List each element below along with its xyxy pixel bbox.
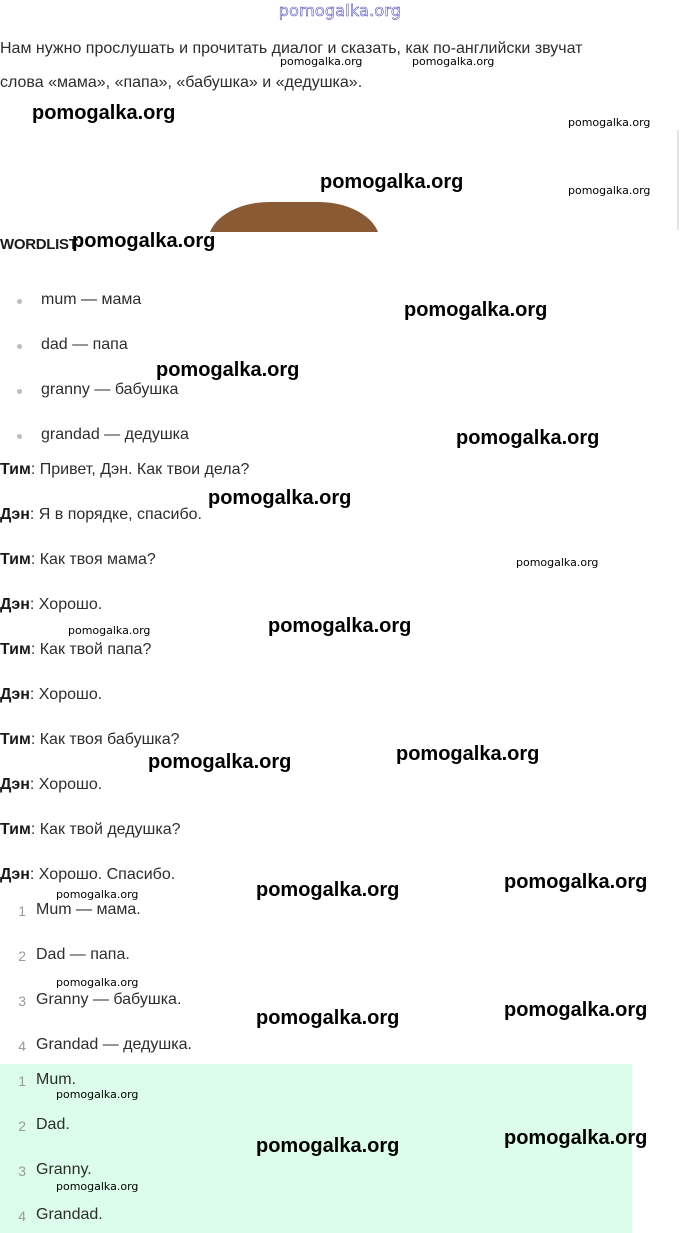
watermark: pomogalka.org: [68, 624, 151, 637]
wordlist-item: granny — бабушка: [41, 381, 179, 398]
answer-item: Grandad.: [36, 1206, 103, 1223]
dialog-text: : Хорошо.: [29, 776, 103, 793]
bullet: [17, 389, 22, 394]
scrollbar-track: [677, 130, 679, 230]
bullet: [17, 299, 22, 304]
list-number: 3: [18, 1163, 26, 1179]
watermark: pomogalka.org: [320, 171, 464, 193]
speaker-name: Тим: [0, 731, 31, 748]
watermark: pomogalka.org: [568, 116, 651, 129]
watermark: pomogalka.org: [504, 1127, 648, 1149]
list-number: 3: [18, 993, 26, 1009]
translation-item: Grandad — дедушка.: [36, 1036, 192, 1053]
list-number: 4: [18, 1038, 26, 1054]
dialog-text: : Хорошо. Спасибо.: [29, 866, 176, 883]
wordlist-item: grandad — дедушка: [41, 426, 189, 443]
speaker-name: Тим: [0, 461, 31, 478]
wordlist-item: dad — папа: [41, 336, 128, 353]
wordlist-title: WORDLIST: [0, 236, 78, 253]
dialog-text: : Хорошо.: [29, 596, 103, 613]
dialog-line: [0, 821, 181, 839]
watermark: pomogalka.org: [148, 751, 292, 773]
dialog-line: [0, 776, 102, 794]
dialog-text: : Привет, Дэн. Как твои дела?: [30, 461, 250, 478]
intro-line-1: Нам нужно прослушать и прочитать диалог и сказать, как по-английски звучат: [0, 40, 583, 57]
list-number: 1: [18, 903, 26, 919]
watermark: pomogalka.org: [504, 871, 648, 893]
translation-item: Granny — бабушка.: [36, 991, 182, 1008]
dialog-text: : Как твой дедушка?: [30, 821, 181, 838]
dialog-line: [0, 866, 175, 884]
bullet: [17, 434, 22, 439]
list-number: 2: [18, 1118, 26, 1134]
translation-item: Dad — папа.: [36, 946, 130, 963]
speaker-name: Дэн: [0, 866, 30, 883]
dialog-text: : Как твой папа?: [30, 641, 152, 658]
watermark: pomogalka.org: [56, 976, 139, 989]
watermark: pomogalka.org: [404, 299, 548, 321]
watermark: pomogalka.org: [32, 102, 176, 124]
dialog-line: [0, 641, 151, 659]
watermark: pomogalka.org: [396, 743, 540, 765]
list-number: 4: [18, 1208, 26, 1224]
watermark: pomogalka.org: [256, 1007, 400, 1029]
dialog-line: [0, 686, 102, 704]
dialog-text: : Хорошо.: [29, 686, 103, 703]
dialog-line: [0, 551, 156, 569]
speaker-name: Тим: [0, 821, 31, 838]
intro-line-2: слова «мама», «папа», «бабушка» и «дедушка».: [0, 74, 363, 91]
watermark: pomogalka.org: [56, 1088, 139, 1101]
dialog-text: : Как твоя мама?: [30, 551, 156, 568]
list-number: 1: [18, 1073, 26, 1089]
watermark: pomogalka.org: [256, 879, 400, 901]
watermark: pomogalka.org: [412, 55, 495, 68]
watermark: pomogalka.org: [156, 359, 300, 381]
dialog-text: : Я в порядке, спасибо.: [29, 506, 202, 523]
speaker-name: Дэн: [0, 506, 30, 523]
watermark: pomogalka.org: [256, 1135, 400, 1157]
wordlist-item: mum — мама: [41, 291, 142, 308]
watermark: pomogalka.org: [208, 487, 352, 509]
watermark: pomogalka.org: [280, 55, 363, 68]
illustration-image: [208, 202, 380, 232]
answer-item: Granny.: [36, 1161, 92, 1178]
watermark: pomogalka.org: [456, 427, 600, 449]
watermark: pomogalka.org: [56, 1180, 139, 1193]
speaker-name: Тим: [0, 641, 31, 658]
watermark: pomogalka.org: [504, 999, 648, 1021]
answer-item: Dad.: [36, 1116, 70, 1133]
answer-item: Mum.: [36, 1071, 76, 1088]
dialog-line: [0, 596, 102, 614]
translation-item: Mum — мама.: [36, 901, 141, 918]
speaker-name: Дэн: [0, 686, 30, 703]
bullet: [17, 344, 22, 349]
watermark: pomogalka.org: [268, 615, 412, 637]
speaker-name: Дэн: [0, 596, 30, 613]
dialog-line: [0, 731, 180, 749]
watermark: pomogalka.org: [516, 556, 599, 569]
site-logo[interactable]: pomogalka.org: [278, 1, 402, 20]
watermark: pomogalka.org: [568, 184, 651, 197]
list-number: 2: [18, 948, 26, 964]
speaker-name: Тим: [0, 551, 31, 568]
speaker-name: Дэн: [0, 776, 30, 793]
dialog-line: [0, 506, 202, 524]
dialog-text: : Как твоя бабушка?: [30, 731, 180, 748]
watermark: pomogalka.org: [56, 888, 139, 901]
dialog-line: [0, 461, 249, 479]
watermark: pomogalka.org: [72, 230, 216, 252]
